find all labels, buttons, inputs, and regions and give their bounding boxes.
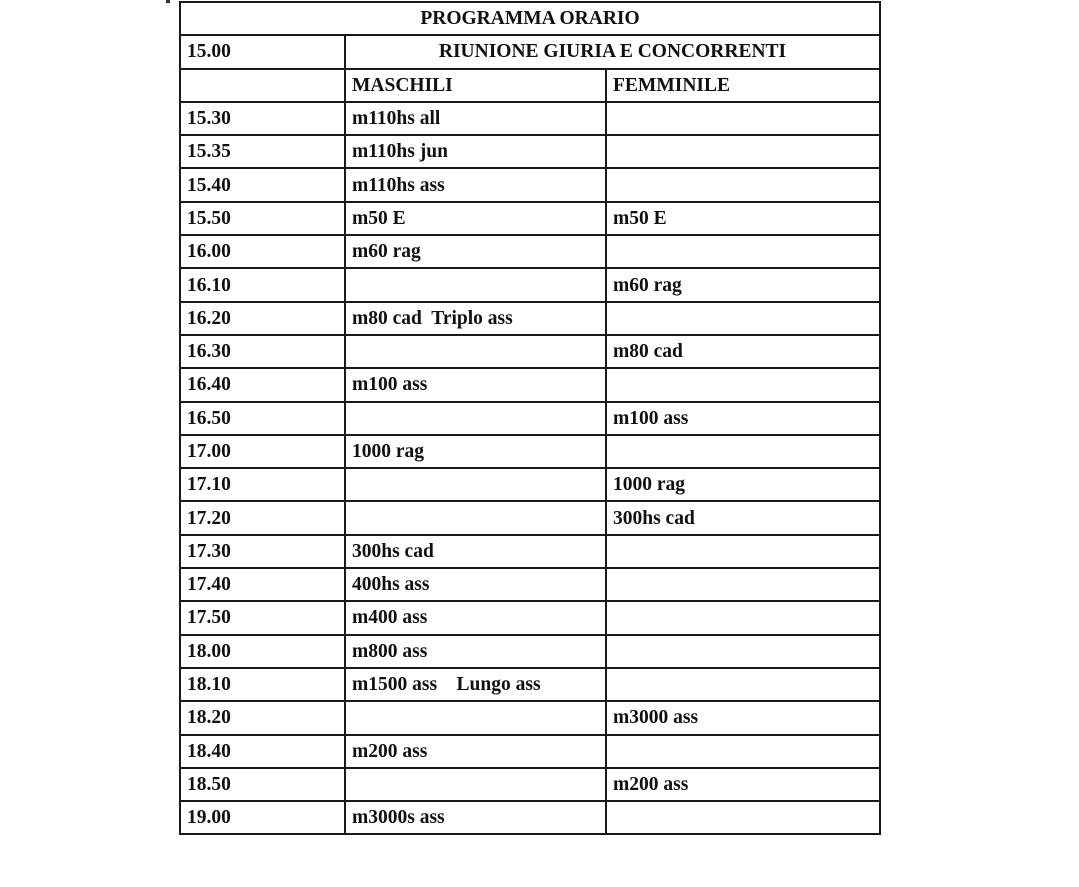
row-male-event: m200 ass [345, 735, 606, 768]
row-female-event [606, 302, 880, 335]
row-time: 18.40 [180, 735, 345, 768]
row-male-event: m400 ass [345, 601, 606, 634]
table-row [180, 402, 880, 435]
row-time: 16.20 [180, 302, 345, 335]
table-row [180, 468, 880, 501]
row-female-event: m50 E [606, 202, 880, 235]
row-time: 16.50 [180, 402, 345, 435]
schedule-body [180, 2, 880, 834]
row-male-event: 300hs cad [345, 535, 606, 568]
header-time [180, 69, 345, 102]
row-male-event: m110hs ass [345, 168, 606, 201]
row-female-event [606, 102, 880, 135]
row-female-event [606, 735, 880, 768]
row-female-event [606, 801, 880, 834]
row-female-event: 1000 rag [606, 468, 880, 501]
table-row [180, 135, 880, 168]
row-time: 18.10 [180, 668, 345, 701]
row-female-event: m100 ass [606, 402, 880, 435]
table-row [180, 668, 880, 701]
row-male-event: m1500 ass Lungo ass [345, 668, 606, 701]
table-row [180, 168, 880, 201]
row-female-event [606, 168, 880, 201]
row-male-event: m800 ass [345, 635, 606, 668]
table-row [180, 335, 880, 368]
row-male-event: m60 rag [345, 235, 606, 268]
row-time: 17.00 [180, 435, 345, 468]
row-time: 17.40 [180, 568, 345, 601]
table-row [180, 701, 880, 734]
row-male-event: m50 E [345, 202, 606, 235]
table-row [180, 501, 880, 534]
row-male-event: 400hs ass [345, 568, 606, 601]
row-female-event [606, 668, 880, 701]
row-male-event [345, 402, 606, 435]
header-male: MASCHILI [345, 69, 606, 102]
table-row [180, 368, 880, 401]
row-female-event: m200 ass [606, 768, 880, 801]
row-male-event [345, 501, 606, 534]
row-male-event [345, 335, 606, 368]
table-row [180, 235, 880, 268]
table-row [180, 202, 880, 235]
row-time: 18.00 [180, 635, 345, 668]
row-male-event [345, 701, 606, 734]
table-row [180, 102, 880, 135]
header-female: FEMMINILE [606, 69, 880, 102]
table-row [180, 302, 880, 335]
row-male-event [345, 268, 606, 301]
row-time: 16.10 [180, 268, 345, 301]
row-male-event [345, 768, 606, 801]
row-time: 17.20 [180, 501, 345, 534]
table-row [180, 801, 880, 834]
row-time: 16.40 [180, 368, 345, 401]
row-female-event [606, 435, 880, 468]
title-row [180, 2, 880, 35]
meeting-time: 15.00 [180, 35, 345, 68]
row-female-event [606, 135, 880, 168]
table-row [180, 268, 880, 301]
row-time: 19.00 [180, 801, 345, 834]
row-time: 18.50 [180, 768, 345, 801]
row-male-event: 1000 rag [345, 435, 606, 468]
row-female-event [606, 368, 880, 401]
row-female-event [606, 535, 880, 568]
row-time: 16.00 [180, 235, 345, 268]
row-male-event: m3000s ass [345, 801, 606, 834]
row-male-event: m110hs jun [345, 135, 606, 168]
table-row [180, 535, 880, 568]
row-time: 18.20 [180, 701, 345, 734]
row-male-event: m100 ass [345, 368, 606, 401]
row-female-event [606, 235, 880, 268]
row-female-event [606, 601, 880, 634]
row-time: 15.40 [180, 168, 345, 201]
table-row [180, 435, 880, 468]
table-row [180, 568, 880, 601]
row-male-event: m110hs all [345, 102, 606, 135]
row-time: 16.30 [180, 335, 345, 368]
row-time: 17.10 [180, 468, 345, 501]
row-female-event: m80 cad [606, 335, 880, 368]
table-row [180, 735, 880, 768]
table-row [180, 635, 880, 668]
row-male-event [345, 468, 606, 501]
row-time: 15.35 [180, 135, 345, 168]
row-female-event [606, 635, 880, 668]
row-time: 17.50 [180, 601, 345, 634]
table-row [180, 601, 880, 634]
meeting-row [180, 35, 880, 68]
row-time: 15.50 [180, 202, 345, 235]
page-edge-mark [166, 0, 170, 3]
row-female-event: m60 rag [606, 268, 880, 301]
row-male-event: m80 cad Triplo ass [345, 302, 606, 335]
table-row [180, 768, 880, 801]
header-row [180, 69, 880, 102]
schedule-title: PROGRAMMA ORARIO [180, 2, 880, 35]
row-female-event: 300hs cad [606, 501, 880, 534]
meeting-label: RIUNIONE GIURIA E CONCORRENTI [345, 35, 880, 68]
row-female-event [606, 568, 880, 601]
row-time: 15.30 [180, 102, 345, 135]
row-female-event: m3000 ass [606, 701, 880, 734]
schedule-table [179, 1, 881, 835]
row-time: 17.30 [180, 535, 345, 568]
